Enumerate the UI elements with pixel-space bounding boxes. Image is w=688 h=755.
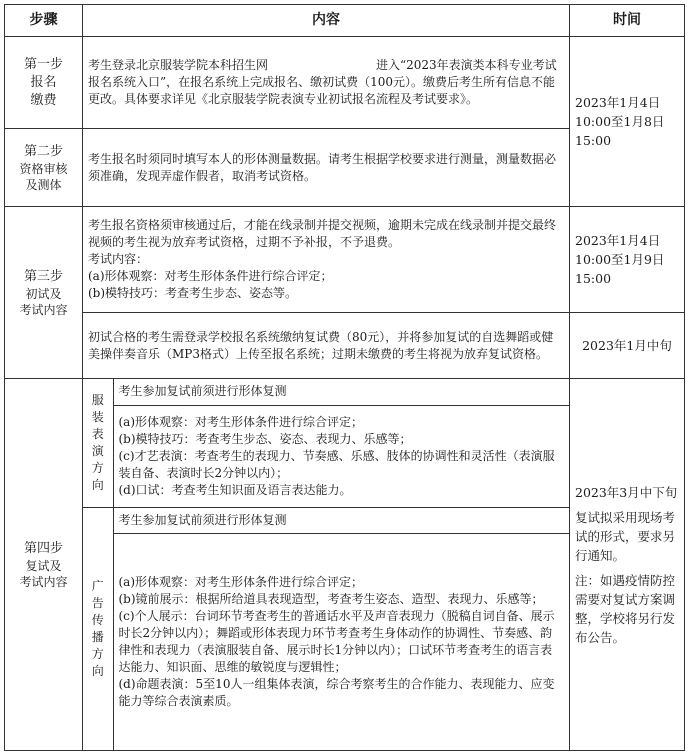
fashion-title-row <box>83 379 569 405</box>
step-2-content: 考生报名时须同时填写本人的形体测量数据。请考生根据学校要求进行测量，测量数据必须准确，发现弄虚作假者，取消考试资格。 <box>83 129 570 207</box>
ad-content: (a)形体观察：对考生形体条件进行综合评定； (b)镜前展示：根据所给道具表现造型，考查考生姿态、造型、表现力、乐感等； (c)个人展示：台词环节考查考生的普通话水平及声音表现力（脱稿自词自备、展示时长2分钟以内）；舞蹈或形体表现力环节考查考生身体动作的协调性、节奏感、韵律性和表现力（表演服装自备、展示时长1分钟以内）；口试环节考查考生的语言表达能力、知识面、思维的敏锐度与逻辑性； (d)命题表演：5至10人一组集体表演，综合考察考生的合作能力、表现能力、应变能力等综合表演素质。 <box>113 533 569 750</box>
ad-title: 考生参加复试前须进行形体复测 <box>113 507 569 533</box>
header-step: 步骤 <box>5 5 83 37</box>
fashion-content-row <box>83 405 569 507</box>
time-steps-1-2: 2023年1月4日 10:00至1月8日15:00 <box>570 37 685 207</box>
ad-title-row <box>83 507 569 533</box>
fashion-direction-label: 服 装 表 演 方 向 <box>83 379 113 507</box>
row-step-1 <box>5 37 685 129</box>
ad-content-row <box>83 533 569 750</box>
time-step-4: 2023年3月中下旬 复试拟采用现场考试的形式，要求另行通知。 注：如遇疫情防控需要对复试方案调整，学校将另行发布公告。 <box>570 379 685 751</box>
header-row <box>5 5 685 37</box>
header-content: 内容 <box>83 5 570 37</box>
time-step-3a: 2023年1月4日 10:00至1月9日15:00 <box>570 207 685 313</box>
step-1-label: 第一步 报名 缴费 <box>5 37 83 129</box>
time-step-3b: 2023年1月中旬 <box>570 313 685 379</box>
exam-schedule-table <box>4 4 685 751</box>
step-4-label: 第四步 复试及 考试内容 <box>5 379 83 751</box>
step-3-content: 考生报名资格须审核通过后，才能在线录制并提交视频，逾期未完成在线录制并提交最终视频的考生视为放弃考试资格，过期不予补报，不予退费。 考试内容： (a)形体观察：对考生形体条件进行综合评定； (b)模特技巧：考查考生步态、姿态等。 <box>83 207 570 313</box>
row-step-3b <box>5 313 685 379</box>
header-time: 时间 <box>570 5 685 37</box>
row-step-3 <box>5 207 685 313</box>
step-3-retest-fee: 初试合格的考生需登录学校报名系统缴纳复试费（80元），并将参加复试的自选舞蹈或健美操伴奏音乐（MP3格式）上传至报名系统；过期未缴费的考生将视为放弃复试资格。 <box>83 313 570 379</box>
step-3-label: 第三步 初试及 考试内容 <box>5 207 83 379</box>
fashion-title: 考生参加复试前须进行形体复测 <box>113 379 569 405</box>
fashion-content: (a)形体观察：对考生形体条件进行综合评定； (b)模特技巧：考查考生步态、姿态、表现力、乐感等； (c)才艺表演：考查考生的表现力、节奏感、乐感、肢体的协调性和灵活性（表演服装自备、表演时长2分钟以内）； (d)口试：考查考生知识面及语言表达能力。 <box>113 405 569 507</box>
row-step-4 <box>5 379 685 751</box>
ad-direction-label: 广 告 传 播 方 向 <box>83 507 113 750</box>
step-1-content: 考生登录北京服装学院本科招生网 进入“2023年表演类本科专业考试报名系统入口”，在报名系统上完成报名、缴初试费（100元）。缴费后考生所有信息不能更改。具体要求详见《北京服装学院表演专业初试报名流程及考试要求》。 <box>83 37 570 129</box>
step-4-content <box>83 379 570 751</box>
step-4-inner-table <box>83 379 569 750</box>
step-2-label: 第二步 资格审核 及测体 <box>5 129 83 207</box>
